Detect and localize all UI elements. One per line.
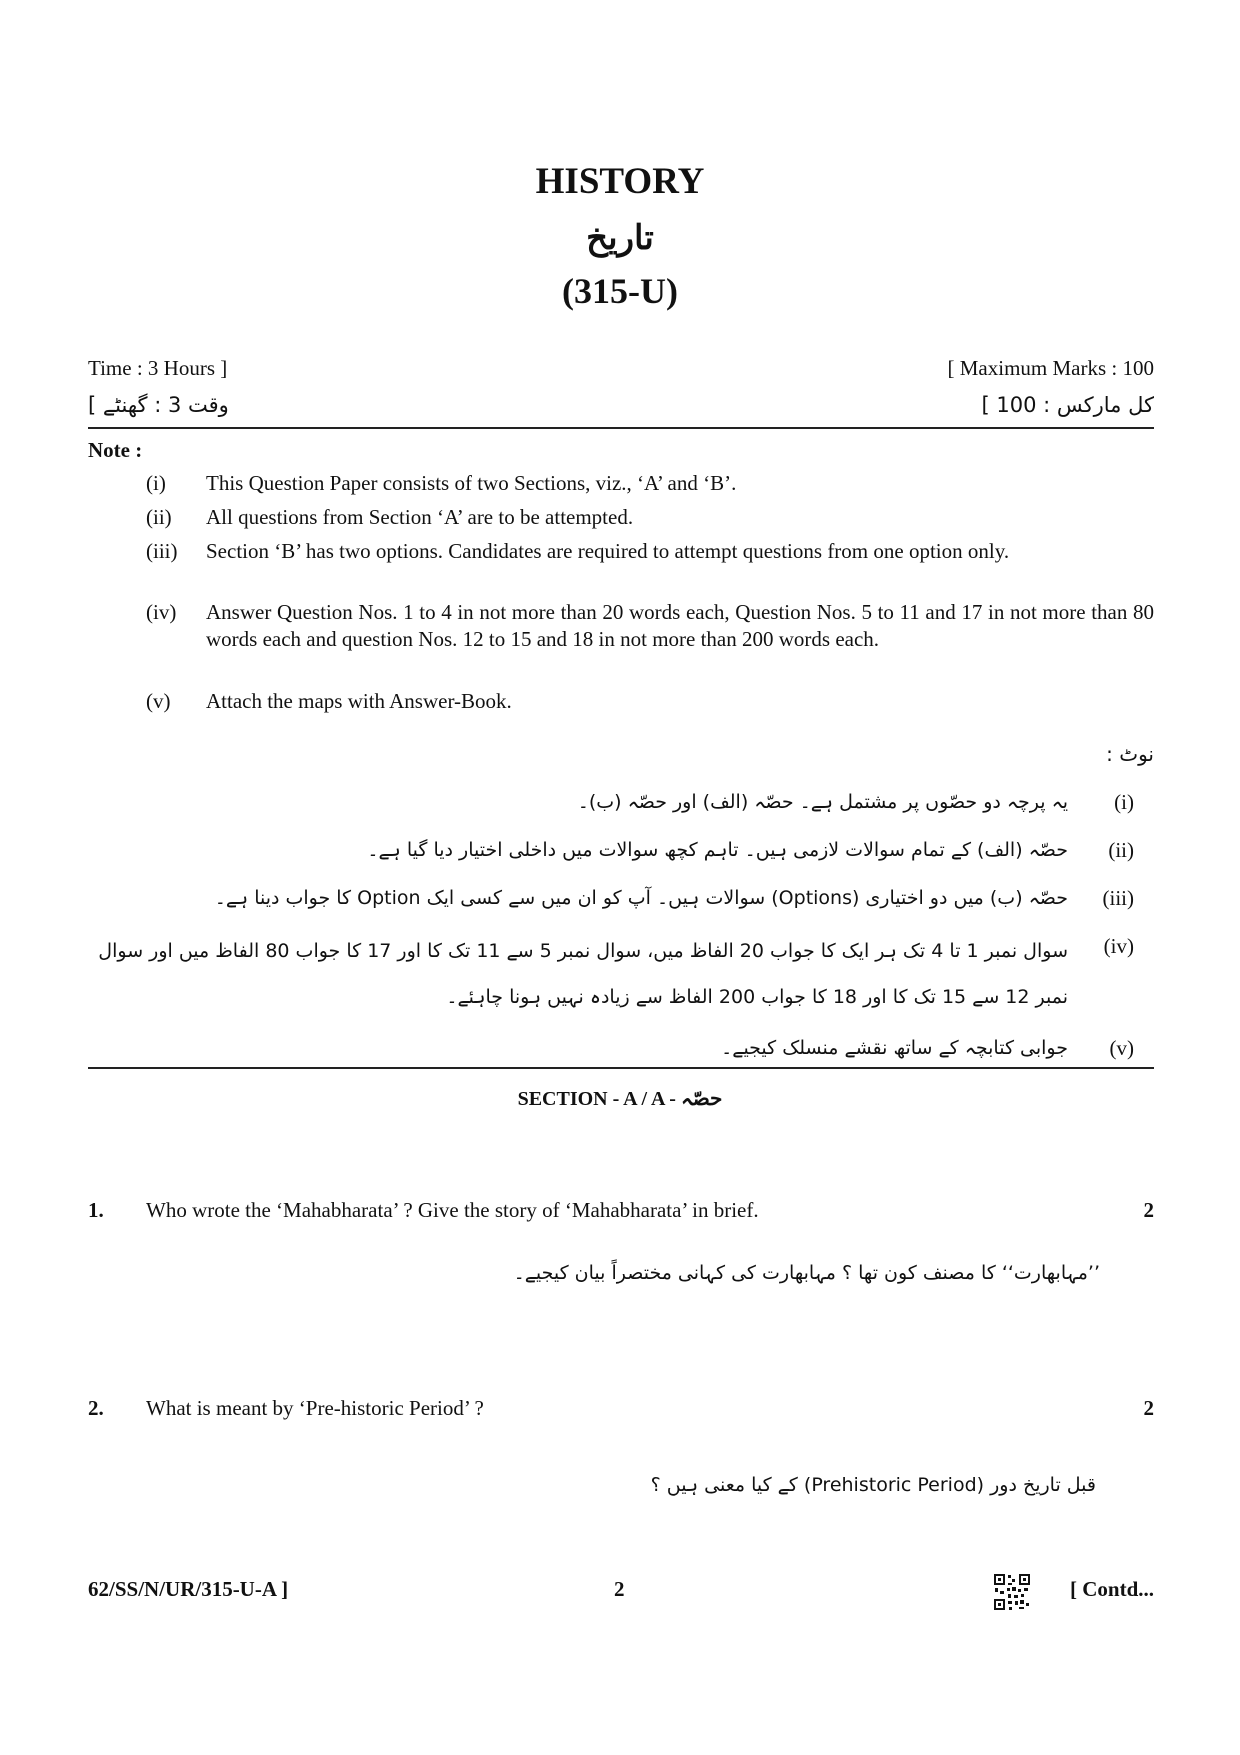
- note-label: Note :: [88, 438, 143, 462]
- paper-title-urdu: تاریخ: [586, 220, 654, 257]
- note-item-number: (i): [146, 471, 166, 495]
- note-item-number: (iii): [1102, 886, 1134, 910]
- question-text: What is meant by ‘Pre-historic Period’ ?: [146, 1396, 484, 1420]
- paper-title: HISTORY: [535, 161, 705, 202]
- question-marks: 2: [1143, 1396, 1154, 1420]
- question-marks: 2: [1143, 1198, 1154, 1222]
- note-item-number: (iv): [1103, 934, 1134, 958]
- section-heading: SECTION - A / A - حصّہ: [517, 1088, 723, 1110]
- note-item-text: Attach the maps with Answer-Book.: [206, 689, 512, 713]
- time-label-urdu: وقت 3 : گھنٹے ]: [88, 393, 229, 417]
- note-item-number: (v): [1109, 1036, 1134, 1060]
- note-item-text-urdu: سوال نمبر 1 تا 4 تک ہر ایک کا جواب 20 الفاظ میں، سوال نمبر 5 سے 11 تک کا اور 17 کا جواب 80 الفاظ میں اور سوال نمبر 12 سے 15 تک کا اور 18 کا جواب 200 الفاظ سے زیادہ نہیں ہونا چاہئے۔: [98, 940, 1068, 1008]
- note-item-text-urdu: یہ پرچہ دو حصّوں پر مشتمل ہے۔ حصّہ (الف) اور حصّہ (ب)۔: [577, 791, 1068, 813]
- contd-label: [ Contd...: [1069, 1577, 1154, 1601]
- page-number: 2: [614, 1577, 625, 1601]
- note-label-urdu: نوٹ :: [1106, 742, 1154, 766]
- qr-code-icon: [993, 1573, 1031, 1611]
- note-item-text: This Question Paper consists of two Sections, viz., ‘A’ and ‘B’.: [206, 471, 737, 495]
- note-item-number: (iv): [146, 600, 177, 624]
- max-marks-label: [ Maximum Marks : 100: [947, 356, 1154, 380]
- question-text: Who wrote the ‘Mahabharata’ ? Give the story of ‘Mahabharata’ in brief.: [146, 1198, 759, 1222]
- note-item-number: (ii): [1108, 838, 1134, 862]
- divider-bottom: [88, 1067, 1154, 1069]
- note-item-text: Answer Question Nos. 1 to 4 in not more than 20 words each, Question Nos. 5 to 11 and 17 in not more than 80 words each and question Nos. 12 to 15 and 18 in not more than 200 words each.: [206, 600, 1154, 651]
- note-item-text: All questions from Section ‘A’ are to be attempted.: [206, 505, 634, 529]
- question-number: 2.: [88, 1396, 104, 1420]
- note-item-text-urdu: جوابی کتابچہ کے ساتھ نقشے منسلک کیجیے۔: [721, 1037, 1068, 1059]
- footer-paper-code: 62/SS/N/UR/315-U-A ]: [88, 1577, 289, 1601]
- time-label: Time : 3 Hours ]: [88, 356, 228, 380]
- note-item-text: Section ‘B’ has two options. Candidates are required to attempt questions from one option only.: [206, 539, 1010, 563]
- note-item-text-urdu: حصّہ (ب) میں دو اختیاری (Options) سوالات ہیں۔ آپ کو ان میں سے کسی ایک Option کا جواب دینا ہے۔: [214, 887, 1068, 909]
- question-text-urdu: قبل تاریخ دور (Prehistoric Period) کے کیا معنی ہیں ؟: [650, 1474, 1096, 1496]
- note-item-number: (ii): [146, 505, 172, 529]
- paper-code: (315-U): [562, 271, 678, 311]
- note-item-text-urdu: حصّہ (الف) کے تمام سوالات لازمی ہیں۔ تاہم کچھ سوالات میں داخلی اختیار دیا گیا ہے۔: [367, 839, 1068, 861]
- note-item-number: (i): [1114, 790, 1134, 814]
- note-item-number: (iii): [146, 539, 178, 563]
- divider-top: [88, 427, 1154, 429]
- max-marks-label-urdu: کل مارکس : 100 ]: [981, 393, 1154, 417]
- question-text-urdu: ’’مہابھارت‘‘ کا مصنف کون تھا ؟ مہابھارت کی کہانی مختصراً بیان کیجیے۔: [513, 1262, 1100, 1284]
- question-number: 1.: [88, 1198, 104, 1222]
- note-item-number: (v): [146, 689, 171, 713]
